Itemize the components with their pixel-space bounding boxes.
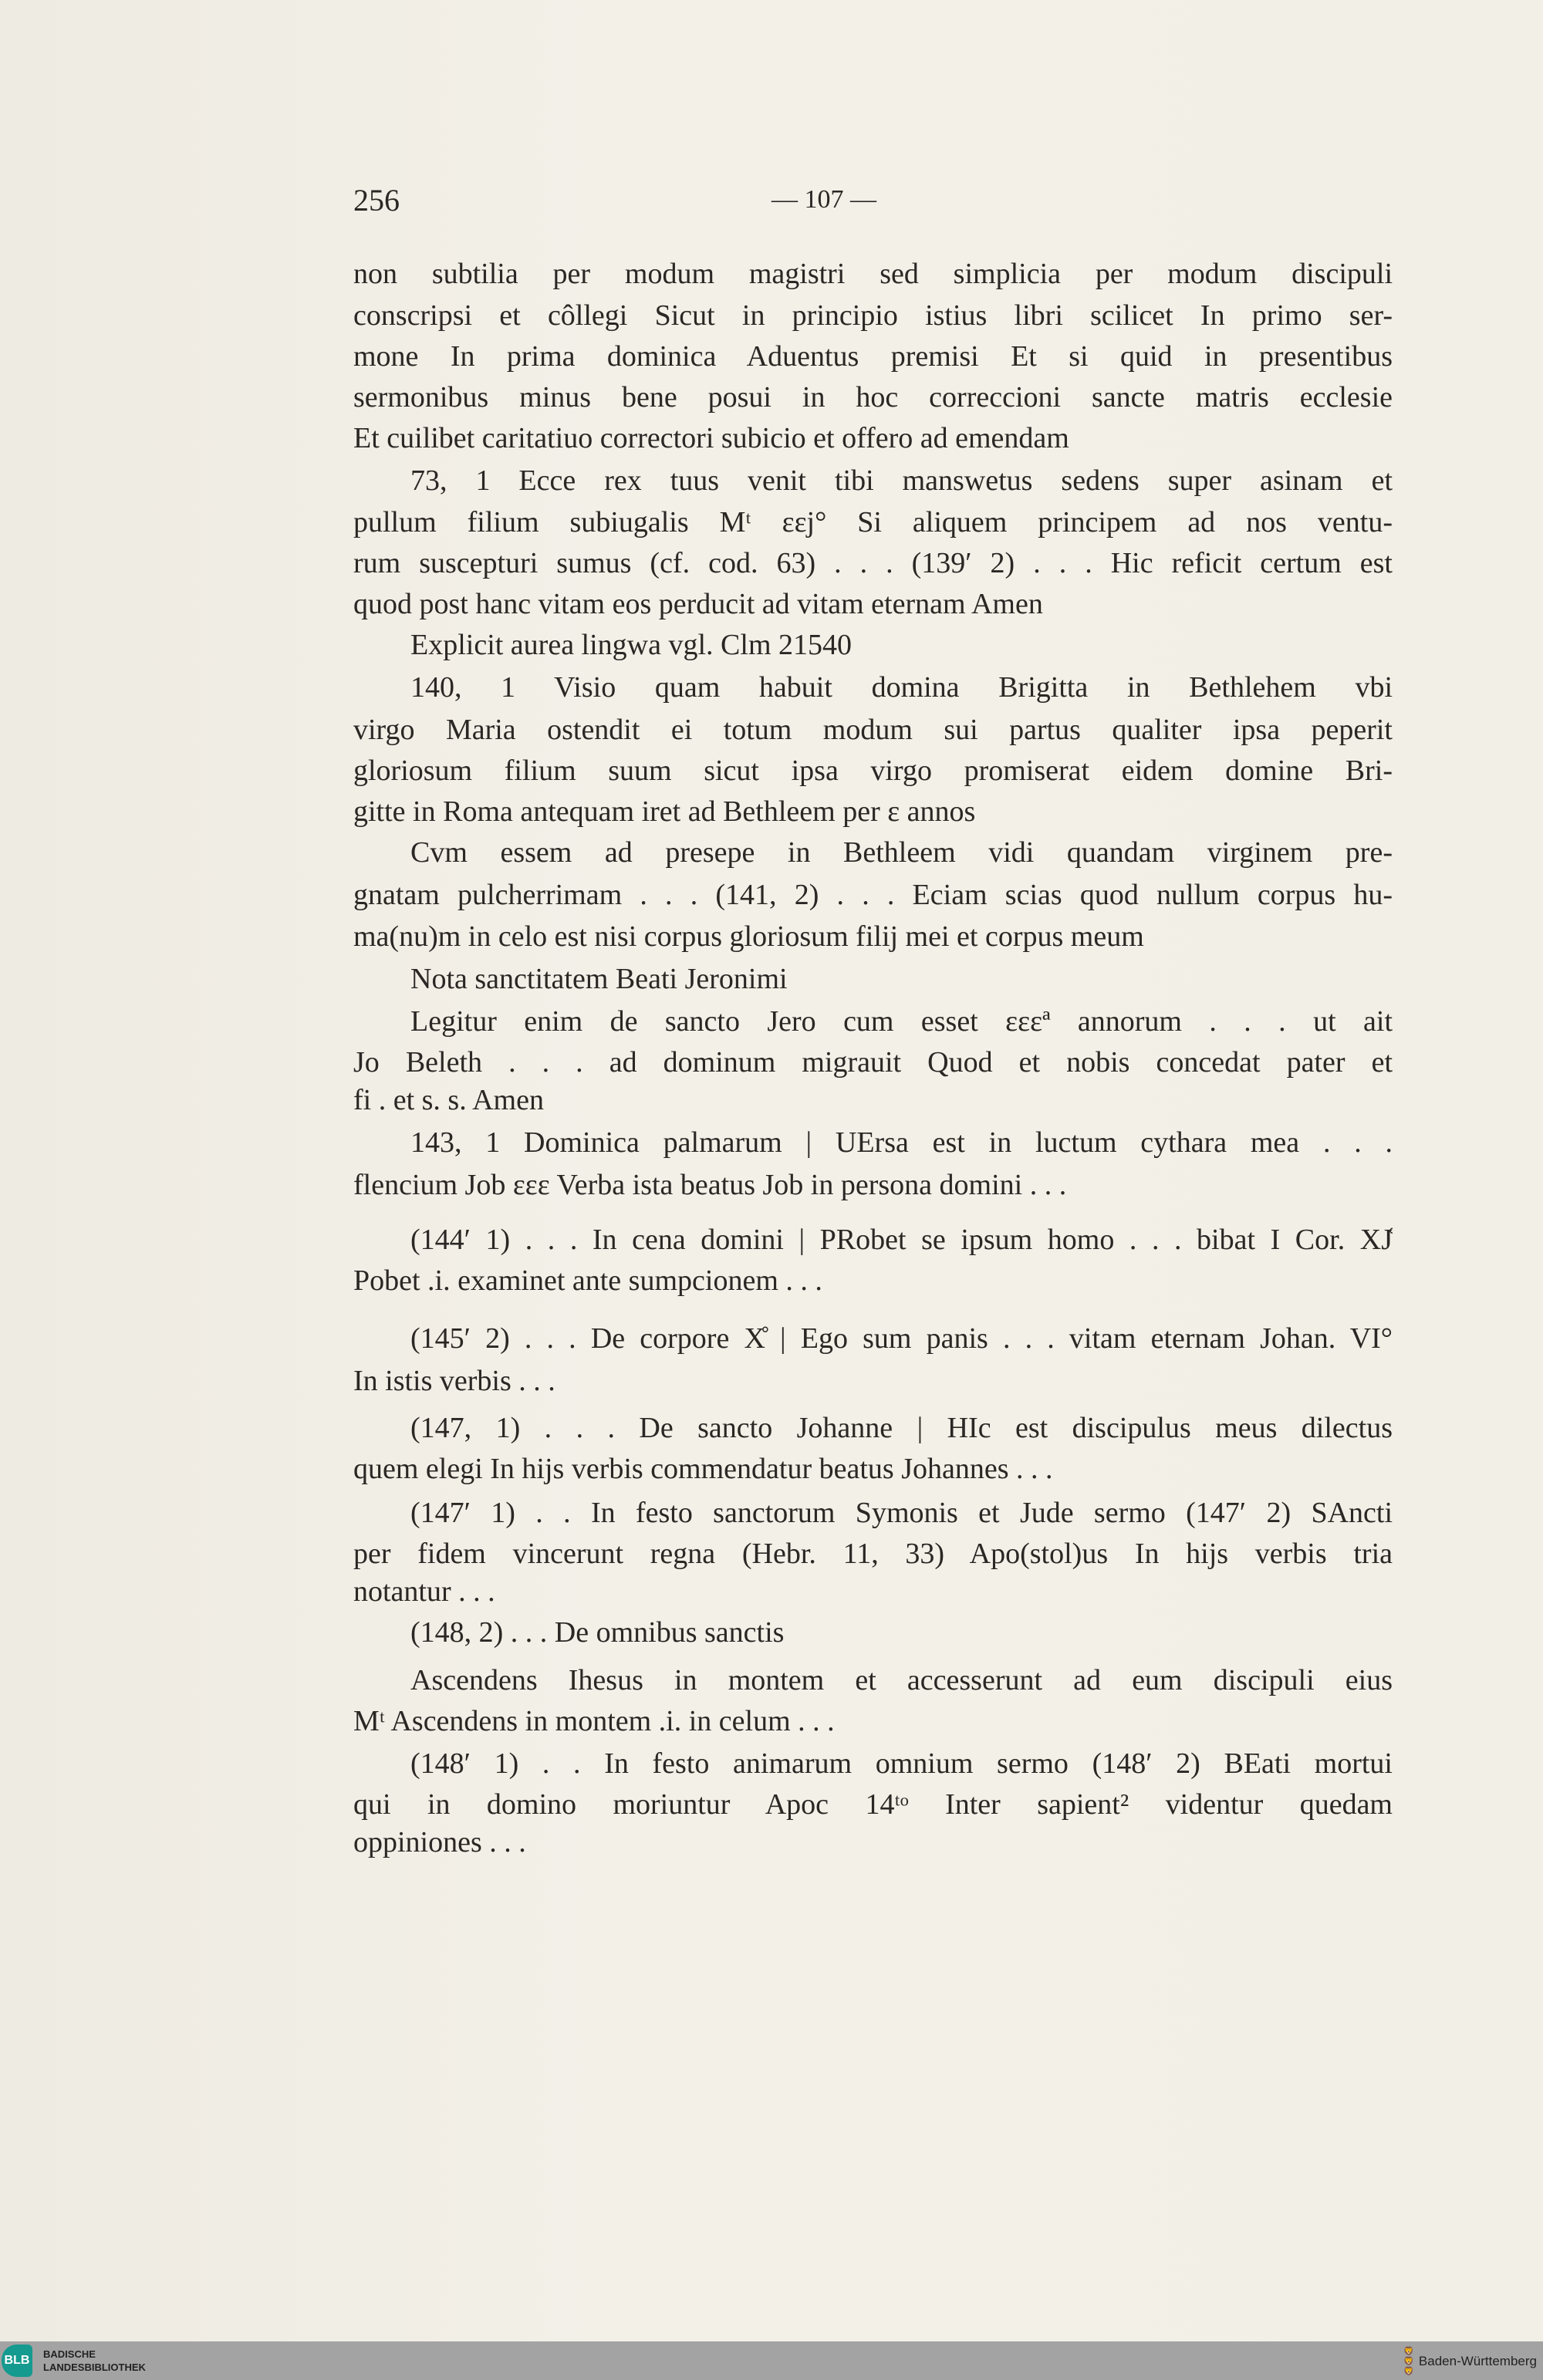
text-line: non subtilia per modum magistri sed simplicia per modum discipuli <box>353 258 1393 290</box>
text-line: qui in domino moriuntur Apoc 14ᵗᵒ Inter sapient² videntur quedam <box>353 1788 1393 1821</box>
text-line: gitte in Roma antequam iret ad Bethleem per ɛ annos <box>353 795 976 828</box>
text-line: quod post hanc vitam eos perducit ad vitam eternam Amen <box>353 588 1043 620</box>
text-line: mone In prima dominica Aduentus premisi Et si quid in presentibus <box>353 340 1393 373</box>
text-line: gnatam pulcherrimam . . . (141, 2) . . . Eciam scias quod nullum corpus hu- <box>353 879 1393 911</box>
text-line: (147, 1) . . . De sancto Johanne | HIc est discipulus meus dilectus <box>410 1412 1393 1444</box>
text-line: Cvm essem ad presepe in Bethleem vidi quandam virginem pre- <box>410 836 1393 869</box>
page-number: — 107 — <box>772 185 876 214</box>
text-line: per fidem vincerunt regna (Hebr. 11, 33) Apo(stol)us In hijs verbis tria <box>353 1538 1393 1570</box>
book-page-number: 256 <box>353 183 400 218</box>
text-line: fi . et s. s. Amen <box>353 1084 544 1116</box>
text-line: flencium Job ɛɛɛ Verba ista beatus Job in persona domini . . . <box>353 1169 1067 1201</box>
text-line: oppiniones . . . <box>353 1826 526 1858</box>
footer-bar <box>0 2341 1543 2380</box>
text-line: (148, 2) . . . De omnibus sanctis <box>410 1616 785 1649</box>
text-line: virgo Maria ostendit ei totum modum sui partus qualiter ipsa peperit <box>353 714 1393 746</box>
text-line: (147′ 1) . . In festo sanctorum Symonis et Jude sermo (147′ 2) SAncti <box>410 1497 1393 1529</box>
text-line: rum suscepturi sumus (cf. cod. 63) . . . (139′ 2) . . . Hic reficit certum est <box>353 547 1393 579</box>
text-line: notantur . . . <box>353 1575 495 1608</box>
text-line: gloriosum filium suum sicut ipsa virgo promiserat eidem domine Bri- <box>353 755 1393 787</box>
text-line: Nota sanctitatem Beati Jeronimi <box>410 963 788 995</box>
text-line: Jo Beleth . . . ad dominum migrauit Quod et nobis concedat pater et <box>353 1046 1393 1079</box>
text-line: 73, 1 Ecce rex tuus venit tibi manswetus sedens super asinam et <box>410 464 1393 497</box>
text-line: (148′ 1) . . In festo animarum omnium sermo (148′ 2) BEati mortui <box>410 1747 1393 1780</box>
text-line: 140, 1 Visio quam habuit domina Brigitta in Bethlehem vbi <box>410 671 1393 704</box>
library-name <box>43 2348 146 2374</box>
text-line: Et cuilibet caritatiuo correctori subicio et offero ad emendam <box>353 422 1069 454</box>
text-line: Explicit aurea lingwa vgl. Clm 21540 <box>410 629 853 661</box>
lions-icon: 🦁 🦁 🦁 <box>1403 2346 1414 2376</box>
state-name: Baden-Württemberg <box>1418 2354 1537 2368</box>
text-line: pullum filium subiugalis Mᵗ ɛɛj° Si aliquem principem ad nos ventu- <box>353 506 1393 538</box>
baden-wuerttemberg-logo[interactable] <box>1403 2346 1537 2377</box>
blb-logo[interactable]: BLB <box>2 2345 32 2377</box>
text-line: Ascendens Ihesus in montem et accesserunt ad eum discipuli eius <box>410 1664 1393 1696</box>
text-line: (145′ 2) . . . De corpore X̊ | Ego sum panis . . . vitam eternam Johan. VI° <box>410 1322 1393 1355</box>
text-line: Pobet .i. examinet ante sumpcionem . . . <box>353 1264 822 1297</box>
text-line: ma(nu)m in celo est nisi corpus gloriosum filij mei et corpus meum <box>353 920 1144 953</box>
text-line: quem elegi In hijs verbis commendatur beatus Johannes . . . <box>353 1453 1053 1485</box>
text-line: (144′ 1) . . . In cena domini | PRobet se ipsum homo . . . bibat I Cor. XJ̊ <box>410 1224 1393 1256</box>
library-name-line2: LANDESBIBLIOTHEK <box>43 2361 146 2373</box>
text-line: conscripsi et côllegi Sicut in principio istius libri scilicet In primo ser- <box>353 299 1393 332</box>
text-line: Mᵗ Ascendens in montem .i. in celum . . . <box>353 1705 835 1737</box>
library-name-line1: BADISCHE <box>43 2348 96 2360</box>
text-line: Legitur enim de sancto Jero cum esset ɛɛɛª annorum . . . ut ait <box>410 1005 1393 1038</box>
text-line: 143, 1 Dominica palmarum | UErsa est in luctum cythara mea . . . <box>410 1126 1393 1159</box>
text-line: In istis verbis . . . <box>353 1365 555 1397</box>
text-line: sermonibus minus bene posui in hoc correccioni sancte matris ecclesie <box>353 381 1393 414</box>
